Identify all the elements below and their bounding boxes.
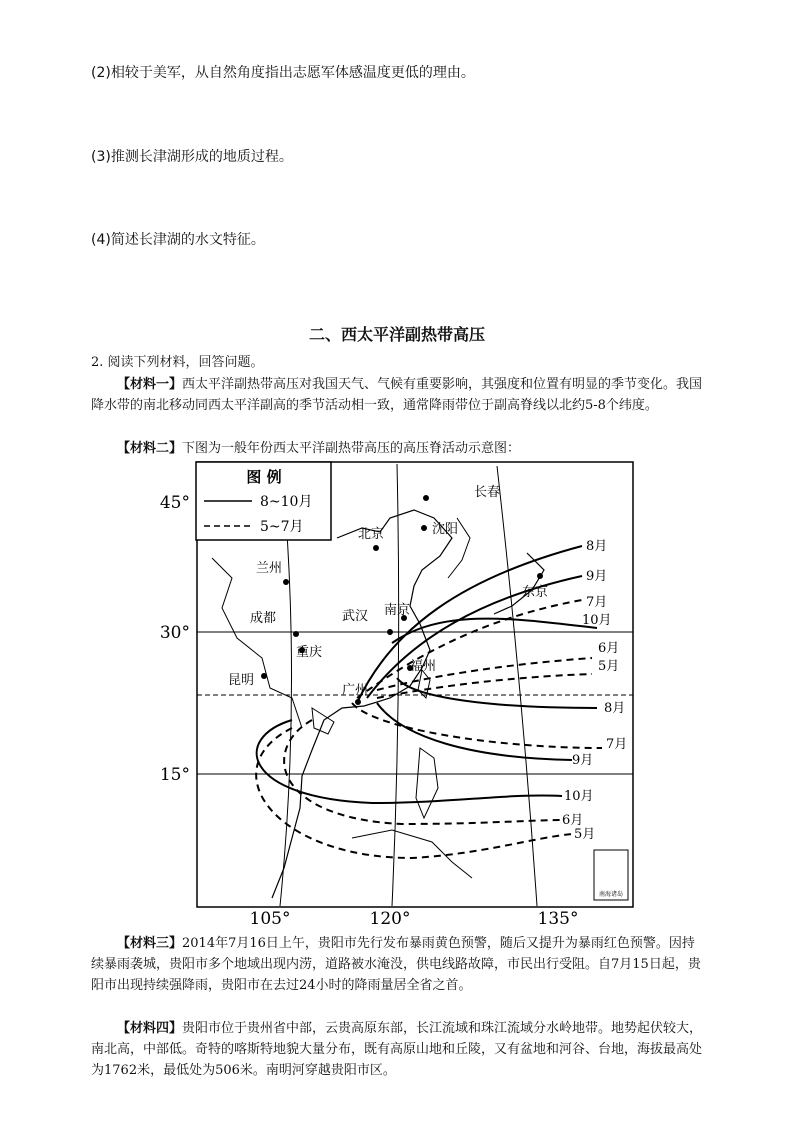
question-3: (3)推测长津湖形成的地质过程。 <box>91 149 293 165</box>
material-3 <box>91 933 703 996</box>
legend-dashed-label: 5~7月 <box>260 519 304 535</box>
material-4 <box>91 1018 703 1081</box>
city-marker <box>423 495 429 501</box>
legend-solid-label: 8~10月 <box>260 494 313 510</box>
section-title: 二、西太平洋副热带高压 <box>308 325 485 344</box>
city-label: 北京 <box>358 527 385 542</box>
legend-title: 图 例 <box>246 468 282 486</box>
longitude-label: 135° <box>537 909 579 929</box>
ridge-month-label: 8月 <box>586 539 608 554</box>
city-label: 昆明 <box>228 673 255 688</box>
city-label: 长春 <box>474 485 501 500</box>
material-1-text: 西太平洋副热带高压对我国天气、气候有重要影响，其强度和位置有明显的季节变化。我国降水带的南北移动同西太平洋副高的季节活动相一致，通常降雨带位于副高脊线以北约5-8个纬度。 <box>91 377 703 413</box>
ridge-month-label: 6月 <box>562 813 584 828</box>
city-label: 福州 <box>410 659 437 674</box>
city-marker <box>421 525 427 531</box>
city-label: 武汉 <box>342 609 369 624</box>
question-4: (4)简述长津湖的水文特征。 <box>91 232 265 248</box>
city-label: 东京 <box>522 585 549 600</box>
city-label: 南京 <box>384 603 411 618</box>
city-marker <box>283 579 289 585</box>
material-1 <box>91 374 703 416</box>
city-marker <box>373 545 379 551</box>
city-marker <box>355 699 361 705</box>
longitude-label: 105° <box>249 909 291 929</box>
ridge-month-label: 5月 <box>598 659 620 674</box>
city-label: 广州 <box>342 683 369 698</box>
ridge-month-label: 9月 <box>586 569 608 584</box>
ridge-month-label: 6月 <box>598 641 620 656</box>
ridge-month-label: 9月 <box>572 753 594 768</box>
latitude-label: 45° <box>159 493 190 513</box>
material-4-label: 【材料四】 <box>117 1021 183 1036</box>
material-2-text: 下图为一般年份西太平洋副热带高压的高压脊活动示意图： <box>182 441 521 456</box>
ridge-month-label: 7月 <box>606 737 628 752</box>
latitude-label: 30° <box>159 623 190 643</box>
material-1-label: 【材料一】 <box>117 377 183 392</box>
longitude-label: 120° <box>369 909 411 929</box>
material-3-text: 2014年7月16日上午，贵阳市先行发布暴雨黄色预警，随后又提升为暴雨红色预警。因持续暴雨袭城，贵阳市多个地域出现内涝，道路被水淹没，供电线路故障，市民出行受阻。自7月15日起，贵阳市出现持续强降雨，贵阳市在去过24小时的降雨量居全省之首。 <box>91 936 701 993</box>
material-4-text: 贵阳市位于贵州省中部，云贵高原东部，长江流域和珠江流域分水岭地带。地势起伏较大，南北高，中部低。奇特的喀斯特地貌大量分布，既有高原山地和丘陵，又有盆地和河谷、台地，海拔最高处为1762米，最低处为506米。南明河穿越贵阳市区。 <box>91 1021 703 1078</box>
ridge-month-label: 7月 <box>586 595 608 610</box>
prompt-text: 2. 阅读下列材料，回答问题。 <box>91 355 264 370</box>
subtropical-high-map <box>152 458 642 929</box>
inset-label: 南海诸岛 <box>598 891 624 898</box>
city-marker <box>387 629 393 635</box>
city-label: 兰州 <box>256 561 283 576</box>
city-marker <box>293 631 299 637</box>
material-2 <box>91 438 703 459</box>
question-2: (2)相较于美军，从自然角度指出志愿军体感温度更低的理由。 <box>91 65 475 81</box>
city-label: 成都 <box>250 611 277 626</box>
prompt <box>91 352 703 373</box>
ridge-month-label: 10月 <box>564 789 594 804</box>
ridge-month-label: 8月 <box>604 701 626 716</box>
city-label: 沈阳 <box>432 522 459 537</box>
city-marker <box>261 673 267 679</box>
latitude-label: 15° <box>159 765 190 785</box>
ridge-month-label: 10月 <box>582 613 612 628</box>
ridge-month-label: 5月 <box>574 827 596 842</box>
material-3-label: 【材料三】 <box>117 936 183 951</box>
city-marker <box>537 573 543 579</box>
city-label: 重庆 <box>296 645 323 660</box>
material-2-label: 【材料二】 <box>117 441 183 456</box>
